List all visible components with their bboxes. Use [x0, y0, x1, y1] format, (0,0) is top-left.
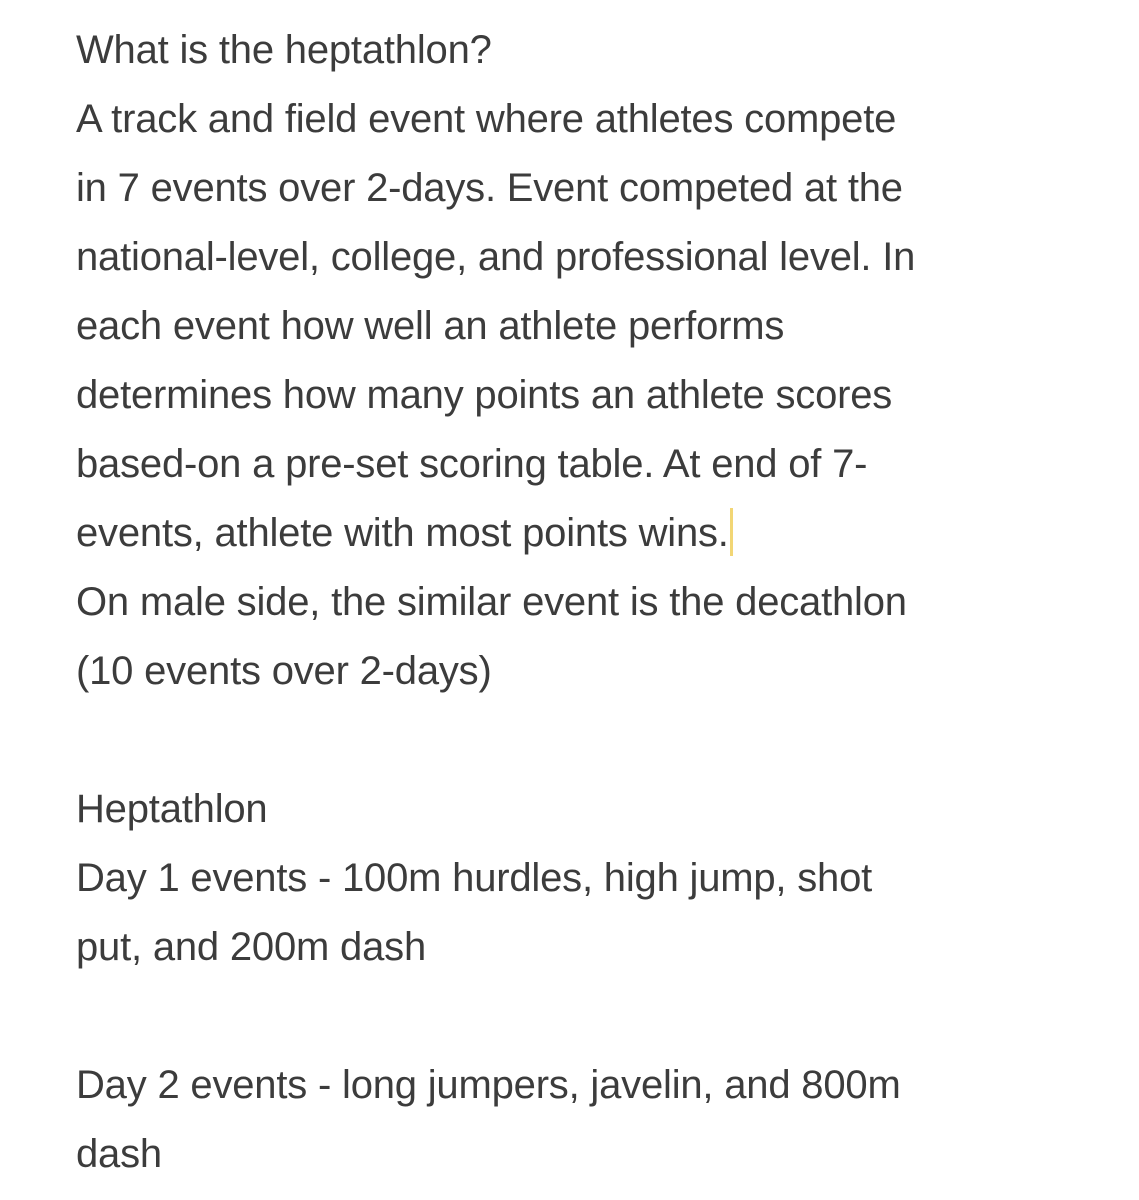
- intro-line-3: national-level, college, and professional level. In: [76, 235, 916, 279]
- male-line-2: (10 events over 2-days): [76, 649, 492, 693]
- blank-line: [76, 706, 1116, 775]
- day1-line-1: Day 1 events - 100m hurdles, high jump, shot: [76, 856, 873, 900]
- male-line-1: On male side, the similar event is the decathlon: [76, 580, 907, 624]
- intro-line-1: A track and field event where athletes compete: [76, 97, 897, 141]
- intro-line-7: events, athlete with most points wins.: [76, 511, 729, 555]
- day2-line-2: dash: [76, 1132, 162, 1176]
- intro-line-7-wrapper: [76, 499, 1116, 568]
- intro-line-4: each event how well an athlete performs: [76, 304, 785, 348]
- day2-line-1: Day 2 events - long jumpers, javelin, and 800m: [76, 1063, 901, 1107]
- section-heading: Heptathlon: [76, 787, 268, 831]
- text-cursor: [730, 508, 733, 556]
- blank-line: [76, 982, 1116, 1051]
- intro-line-5: determines how many points an athlete scores: [76, 373, 893, 417]
- intro-line-2: in 7 events over 2-days. Event competed at the: [76, 166, 903, 210]
- note-title: What is the heptathlon?: [76, 28, 492, 72]
- note-body[interactable]: [76, 16, 1116, 1189]
- day1-line-2: put, and 200m dash: [76, 925, 426, 969]
- intro-line-6: based-on a pre-set scoring table. At end of 7-: [76, 442, 868, 486]
